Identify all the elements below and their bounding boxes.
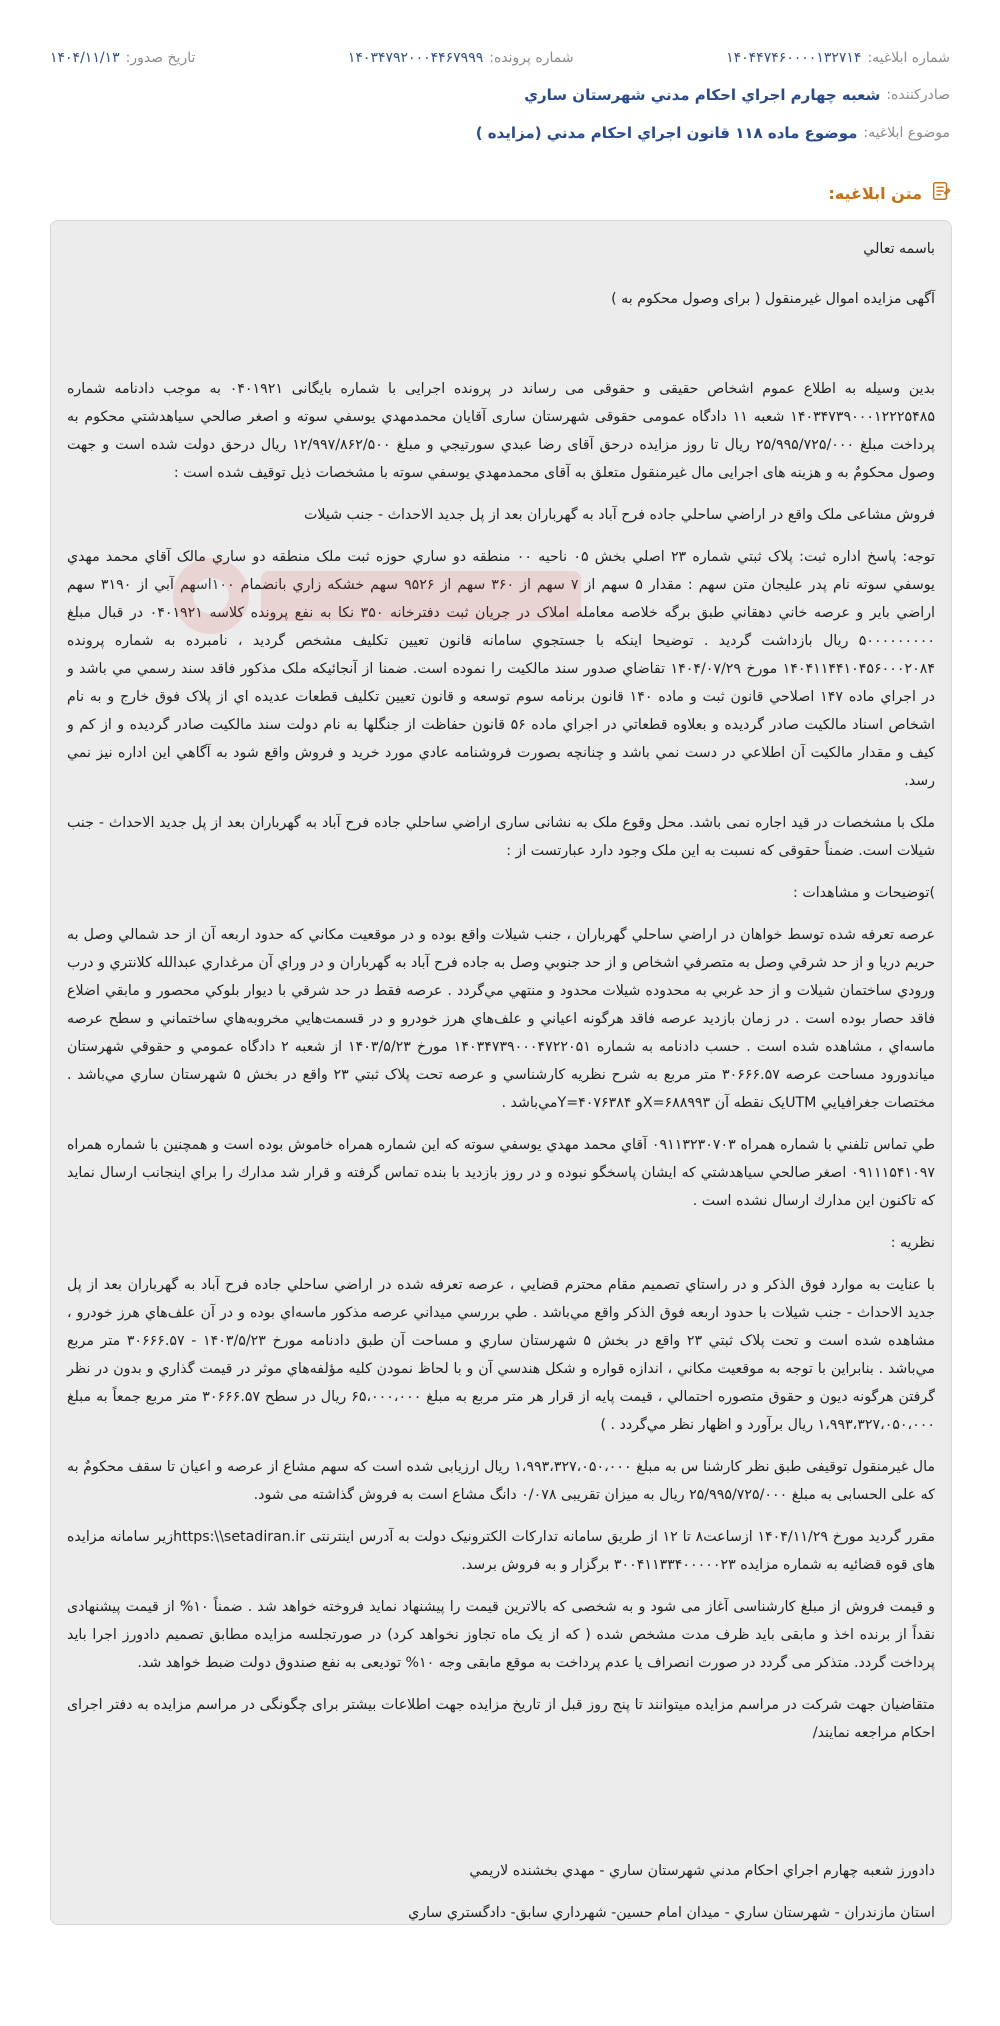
observations-heading: )توضیحات و مشاهدات : [793, 885, 935, 901]
notice-number-value: ۱۴۰۴۴۷۴۶۰۰۰۰۱۳۲۷۱۴ [726, 50, 862, 66]
body-heading [48, 178, 952, 208]
notice-title: آگهی مزایده اموال غیرمنقول ( برای وصول محکوم به ) [611, 291, 935, 307]
issuer-row [0, 76, 1000, 114]
applicants-paragraph: متقاضیان جهت شرکت در مراسم مزایده میتوانند تا پنج روز قبل از تاریخ مزایده جهت اطلاعات بیشتر برای چگونگی در مراسم مزایده به دفتر اجرای احکام مراجعه نمایند/ [67, 1697, 935, 1741]
contact-paragraph: طي تماس تلفني با شماره همراه ۰۹۱۱۳۲۳۰۷۰۳ آقاي محمد مهدي يوسفي سوته که اين شماره همراه خاموش بوده است و همچنين با شماره همراه ۰۹۱۱۱۵۴۱۰۹۷ اصغر صالحي سياهدشتي که ايشان پاسخگو نبوده و در روز بازديد با بنده تماس گرفته و قرار شد مدارك را براي اينجانب ارسال نمايد كه تاكنون اين مدارك ارسال نشده است . [67, 1137, 935, 1209]
issuer-value: شعبه چهارم اجراي احکام مدني شهرستان ساري [524, 86, 881, 104]
issue-date-label: تاريخ صدور: [125, 50, 196, 66]
notice-body-panel [50, 220, 952, 1925]
notice-number-label: شماره ابلاغيه: [867, 50, 950, 66]
subject-row [0, 114, 1000, 152]
subject-label: موضوع ابلاغيه: [863, 125, 950, 141]
lease-paragraph: ملک با مشخصات در قيد اجاره نمی باشد. محل وقوع ملک به نشانی ساری اراضي ساحلي جاده فرح آباد به گهرباران بعد از پل جديد الاحداث - جنب شيلات است. ضمناً حقوقی که نسبت به این ملک وجود دارد عبارتست از : [67, 815, 935, 859]
schedule-paragraph: مقرر گردید مورخ ۱۴۰۴/۱۱/۲۹ ازساعت۸ تا ۱۲ از طریق سامانه تدارکات الکترونیک دولت به آدرس اینترنتی https:\\setadiran.irزیر سامانه مزایده های قوه قضائیه به شماره مزایده ۳۰۰۴۱۱۳۳۴۰۰۰۰۰۲۳ برگزار و به فروش برسد. [67, 1529, 935, 1573]
body-heading-text: متن ابلاغيه: [828, 183, 922, 203]
sale-paragraph: فروش مشاعی ملک واقع در اراضي ساحلي جاده فرح آباد به گهرباران بعد از پل جديد الاحداث - جنب شيلات [303, 507, 935, 523]
document-icon [930, 180, 952, 206]
case-number [348, 50, 574, 66]
opinion-paragraph: با عنايت به موارد فوق الذکر و در راستاي تصميم مقام محترم قضايي ، عرصه تعرفه شده در اراضي ساحلي جاده فرح آباد به گهرباران بعد از پل جديد الاحداث - جنب شيلات با حدود اربعه فوق الذکر واقع مي‌باشد . طي بررسي ميداني عرصه مذکور ماسه‌اي بوده و در آن علف‌هاي هرز خودرو ، مشاهده شده است و تحت پلاک ثبتي ۲۳ واقع در بخش ۵ شهرستان ساري و مساحت آن طبق دادنامه مورخ ۱۴۰۳/۵/۲۳ - ۳۰۶۶۶.۵۷ متر مربع مي‌باشد . بنابراين با توجه به موقعيت مکاني ، اندازه قواره و شکل هندسي آن و با لحاظ نمودن کليه مؤلفه‌هاي موثر در قيمت گذاري و بدون در نظر گرفتن هرگونه ديون و حقوق متصوره احتمالي ، قيمت پايه از قرار هر متر مربع به مبلغ ۶۵،۰۰۰،۰۰۰ ريال در سطح ۳۰۶۶۶.۵۷ متر مربع جمعاً به مبلغ ۱،۹۹۳،۳۲۷،۰۵۰،۰۰۰ ريال برآورد و اظهار نظر مي‌گردد . ) [67, 1277, 936, 1433]
registry-note-paragraph: توجه: پاسخ اداره ثبت: پلاک ثبتي شماره ۲۳ اصلي بخش ۰۵ ناحيه ۰۰ منطقه دو ساري حوزه ثبت ملک منطقه دو ساري مالک آقاي محمد مهدي يوسفي سوته نام پدر عليجان متن سهم : مقدار ۵ سهم از ۷ سهم از ۳۶۰ سهم از ۹۵۲۶ سهم خشکه زاري بانضمام ۱۰۰اسهم آبي از ۳۱۹۰ سهم اراضي باير و عرصه خاني دهقاني طبق برگه خلاصه معامله املاک در جريان ثبت دفترخانه ۳۵۰ نکا به نفع پرونده کلاسه ۰۴۰۱۹۲۱ در قبال مبلغ ۵۰۰۰۰۰۰۰۰۰ ريال بازداشت گرديد . توضيحا اينکه با جستجوي سامانه قانون تعيين تکليف مشخص گرديد ، نامبرده به شماره پرونده ۱۴۰۴۱۱۴۴۱۰۴۵۶۰۰۰۲۰۸۴ مورخ ۱۴۰۴/۰۷/۲۹ تقاضاي صدور سند مالکيت را نموده است. ضمنا از آنجائيکه ملک مذکور فاقد سند رسمي مي باشد و در اجراي ماده ۱۴۷ اصلاحي قانون ثبت و ماده ۱۴۰ قانون برنامه سوم توسعه و قانون تعيين تکليف قطعات عديده اي از پلاک فوق خارج و به نام اشخاص اسناد مالکيت صادر گرديده و بعلاوه قطعاتي در اجراي ماده ۵۶ قانون حفاظت از جنگلها به نام دولت سند مالکيت صادر گرديده و از کم و کيف و مقدار مالکيت آن اطلاعي در دست نمي باشد و چنانچه بصورت فروشنامه عادي مورد خريد و فروش واقع شود به آگاهي اين اداره نيز نمي رسد. [67, 549, 935, 789]
case-number-label: شماره پرونده: [489, 50, 574, 66]
issue-date-value: ۱۴۰۴/۱۱/۱۳ [50, 50, 120, 66]
intro-paragraph: بدین وسیله به اطلاع عموم اشخاص حقیقی و حقوقی می رساند در پرونده اجرایی با شماره بایگانی ۰۴۰۱۹۲۱ به موجب دادنامه شماره ۱۴۰۳۴۷۳۹۰۰۰۱۲۲۲۵۴۸۵ شعبه ۱۱ دادگاه عمومی حقوقی شهرستان ساری آقایان محمدمهدي يوسفي سوته و اصغر صالحي سياهدشتي محکوم به پرداخت مبلغ ۲۵/۹۹۵/۷۲۵/۰۰۰ ریال تا روز مزایده درحق آقای رضا عبدي سورتيجي و مبلغ ۱۲/۹۹۷/۸۶۲/۵۰۰ ریال درحق دولت شده است و جهت وصول محکومٌ به و هزینه های اجرایی مال غیرمنقول متعلق به آقای محمدمهدي يوسفي سوته با مشخصات ذیل توقیف شده است : [67, 381, 935, 481]
valuation-paragraph: مال غیرمنقول توقیفی طبق نظر کارشنا س به مبلغ ۱،۹۹۳،۳۲۷،۰۵۰،۰۰۰ ریال ارزیابی شده است که سهم مشاع از عرصه و اعیان تا سقف محکومٌ به که علی الحسابی به مبلغ ۲۵/۹۹۵/۷۲۵/۰۰۰ ریال به میزان تقریبی ۰/۰۷۸ دانگ مشاع است به فروش گذاشته می شود. [67, 1459, 935, 1503]
subject-value: موضوع ماده ۱۱۸ قانون اجراي احکام مدني (مزايده ) [475, 124, 858, 142]
address-line: استان مازندران - شهرستان ساري - ميدان امام حسين- شهرداري سابق- دادگستري ساري [408, 1905, 935, 1921]
observations-paragraph: عرصه تعرفه شده توسط خواهان در اراضي ساحلي گهرباران ، جنب شيلات واقع بوده و در موقعيت مکاني که حدود اربعه آن از حد شمالي وصل به حريم دريا و از حد شرقي وصل به متصرفي اشخاص و از حد جنوبي وصل به جاده فرح آباد به گهرباران و در وراي آن مرغداري عبدالله کلانتري و درب ورودي ساختمان شيلات و از حد غربي به محدوده شيلات محدود و منتهي مي‌گردد . عرصه فقط در حد شرقي با ديوار بلوکي محصور و مابقي اضلاع فاقد حصار بوده است . در زمان بازديد عرصه فاقد هرگونه اعياني و علف‌هاي هرز خودرو و در قسمت‌هايي مخروبه‌هاي ساختماني و سطح عرصه ماسه‌اي ، مشاهده شده است . حسب دادنامه به شماره ۱۴۰۳۴۷۳۹۰۰۰۴۷۲۲۰۵۱ مورخ ۱۴۰۳/۵/۲۳ از شعبه ۲ دادگاه عمومي و حقوقي شهرستان مياندورود مساحت عرصه ۳۰۶۶۶.۵۷ متر مربع به شرح نظريه کارشناسي و عرصه تحت پلاک ثبتي ۲۳ واقع در بخش ۵ شهرستان ساري مي‌باشد . مختصات جغرافيايي UTMيک نقطه آن ۶۸۸۹۹۳=Xو ۴۰۷۶۳۸۴=Yمي‌باشد . [67, 927, 935, 1111]
case-number-value: ۱۴۰۳۴۷۹۲۰۰۰۴۴۶۷۹۹۹ [347, 50, 484, 66]
issuer-label: صادرکننده: [886, 87, 950, 103]
basmala: باسمه تعالي [863, 241, 935, 257]
opinion-heading: نظريه : [890, 1235, 935, 1251]
notice-meta-row [0, 40, 1000, 76]
terms-paragraph: و قیمت فروش از مبلغ کارشناسی آغاز می شود و به شخصی که بالاترین قیمت را پیشنهاد نماید فروخته خواهد شد . ضمناً ۱۰% از قیمت پیشنهادی نقداً از برنده اخذ و مابقی باید ظرف مدت مشخص شده ( که از یک ماه تجاوز نخواهد کرد) در صورتجلسه مزایده مطابق تصمیم دادورز اجرا باید پرداخت گردد. متذکر می گردد در صورت انصراف یا عدم پرداخت به موقع مابقی وجه ۱۰% تودیعی به نفع صندوق دولت ضبط خواهد شد. [67, 1599, 935, 1671]
issue-date [50, 50, 195, 66]
signature-line: دادورز شعبه چهارم اجراي احکام مدني شهرستان ساري - مهدي بخشنده لاريمي [469, 1863, 935, 1879]
notice-number [726, 50, 950, 66]
